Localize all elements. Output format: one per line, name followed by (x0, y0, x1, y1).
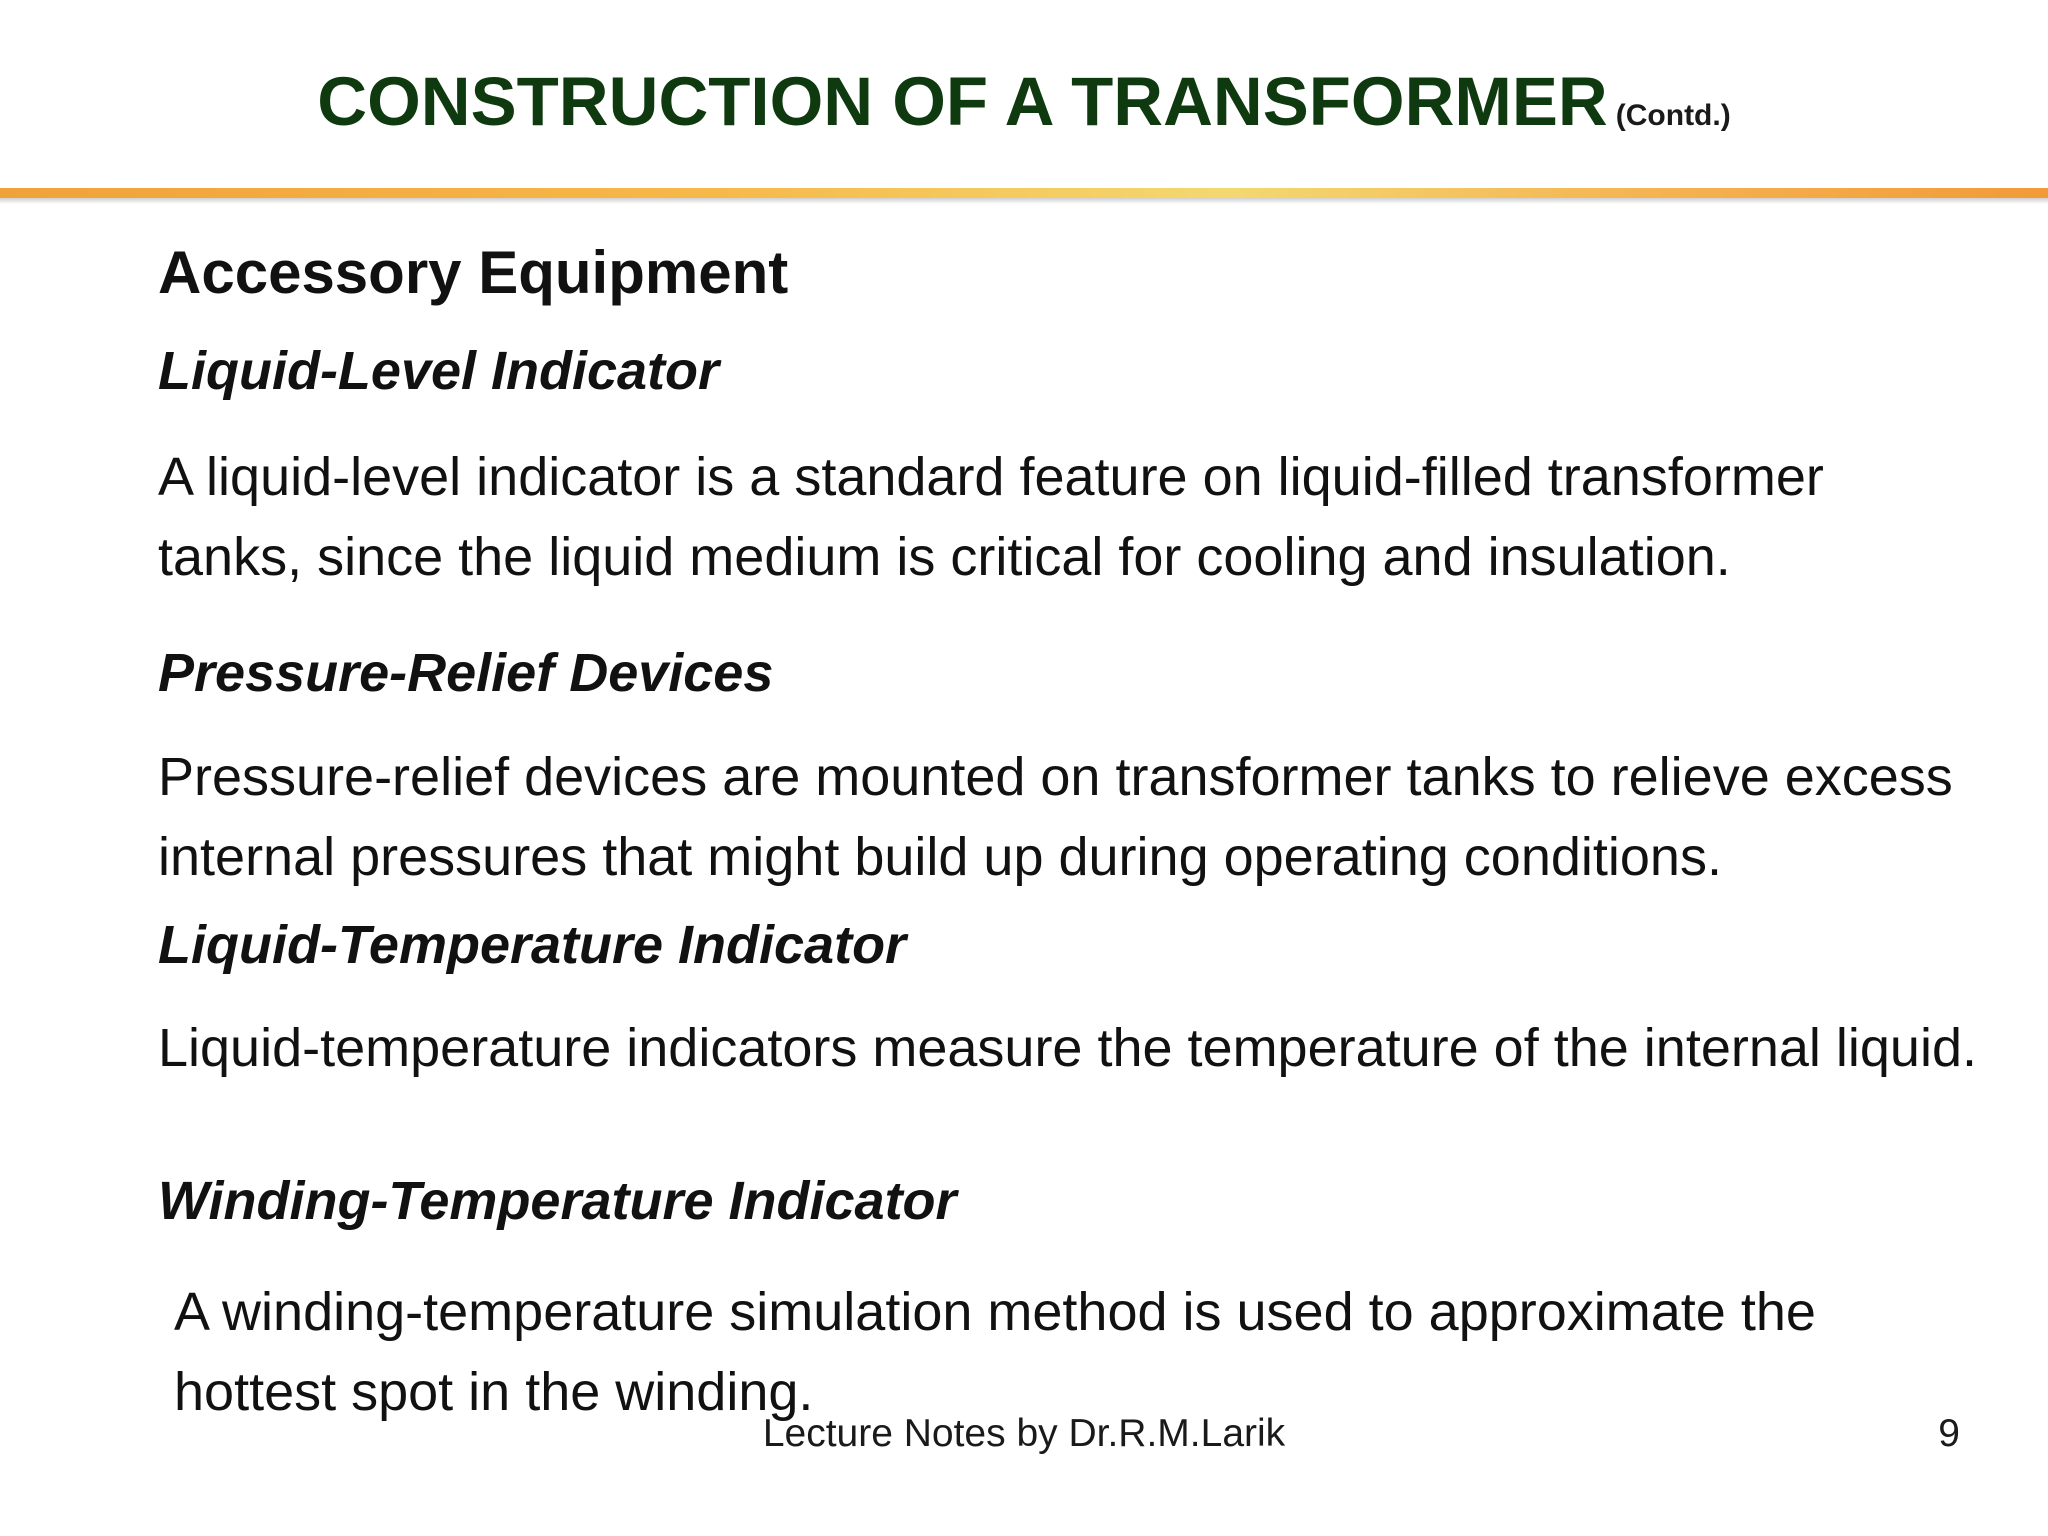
title-divider-shadow (0, 198, 2048, 204)
item-heading-liquid-temperature: Liquid-Temperature Indicator (158, 915, 907, 975)
item-heading-pressure-relief: Pressure-Relief Devices (158, 643, 774, 703)
section-heading: Accessory Equipment (158, 239, 789, 306)
slide-title-text: CONSTRUCTION OF A TRANSFORMER (317, 63, 1608, 140)
item-heading-liquid-level: Liquid-Level Indicator (158, 341, 720, 401)
page-number: 9 (1938, 1412, 1960, 1455)
item-heading-winding-temperature: Winding-Temperature Indicator (158, 1171, 957, 1231)
slide-title-suffix: (Contd.) (1615, 99, 1731, 132)
item-text-winding-temperature: A winding-temperature simulation method is used to approximate the hottest spot in the winding. (174, 1282, 1816, 1422)
item-text-liquid-level: A liquid-level indicator is a standard feature on liquid-filled transformer tanks, since the liquid medium is critical for cooling and insulation. (158, 447, 1824, 587)
slide-title (0, 62, 2048, 141)
title-divider (0, 188, 2048, 198)
item-text-liquid-temperature: Liquid-temperature indicators measure the temperature of the internal liquid. (158, 1018, 1977, 1078)
item-text-pressure-relief: Pressure-relief devices are mounted on transformer tanks to relieve excess internal pressures that might build up during operating conditions. (158, 747, 1953, 887)
footer-credit: Lecture Notes by Dr.R.M.Larik (762, 1412, 1286, 1455)
